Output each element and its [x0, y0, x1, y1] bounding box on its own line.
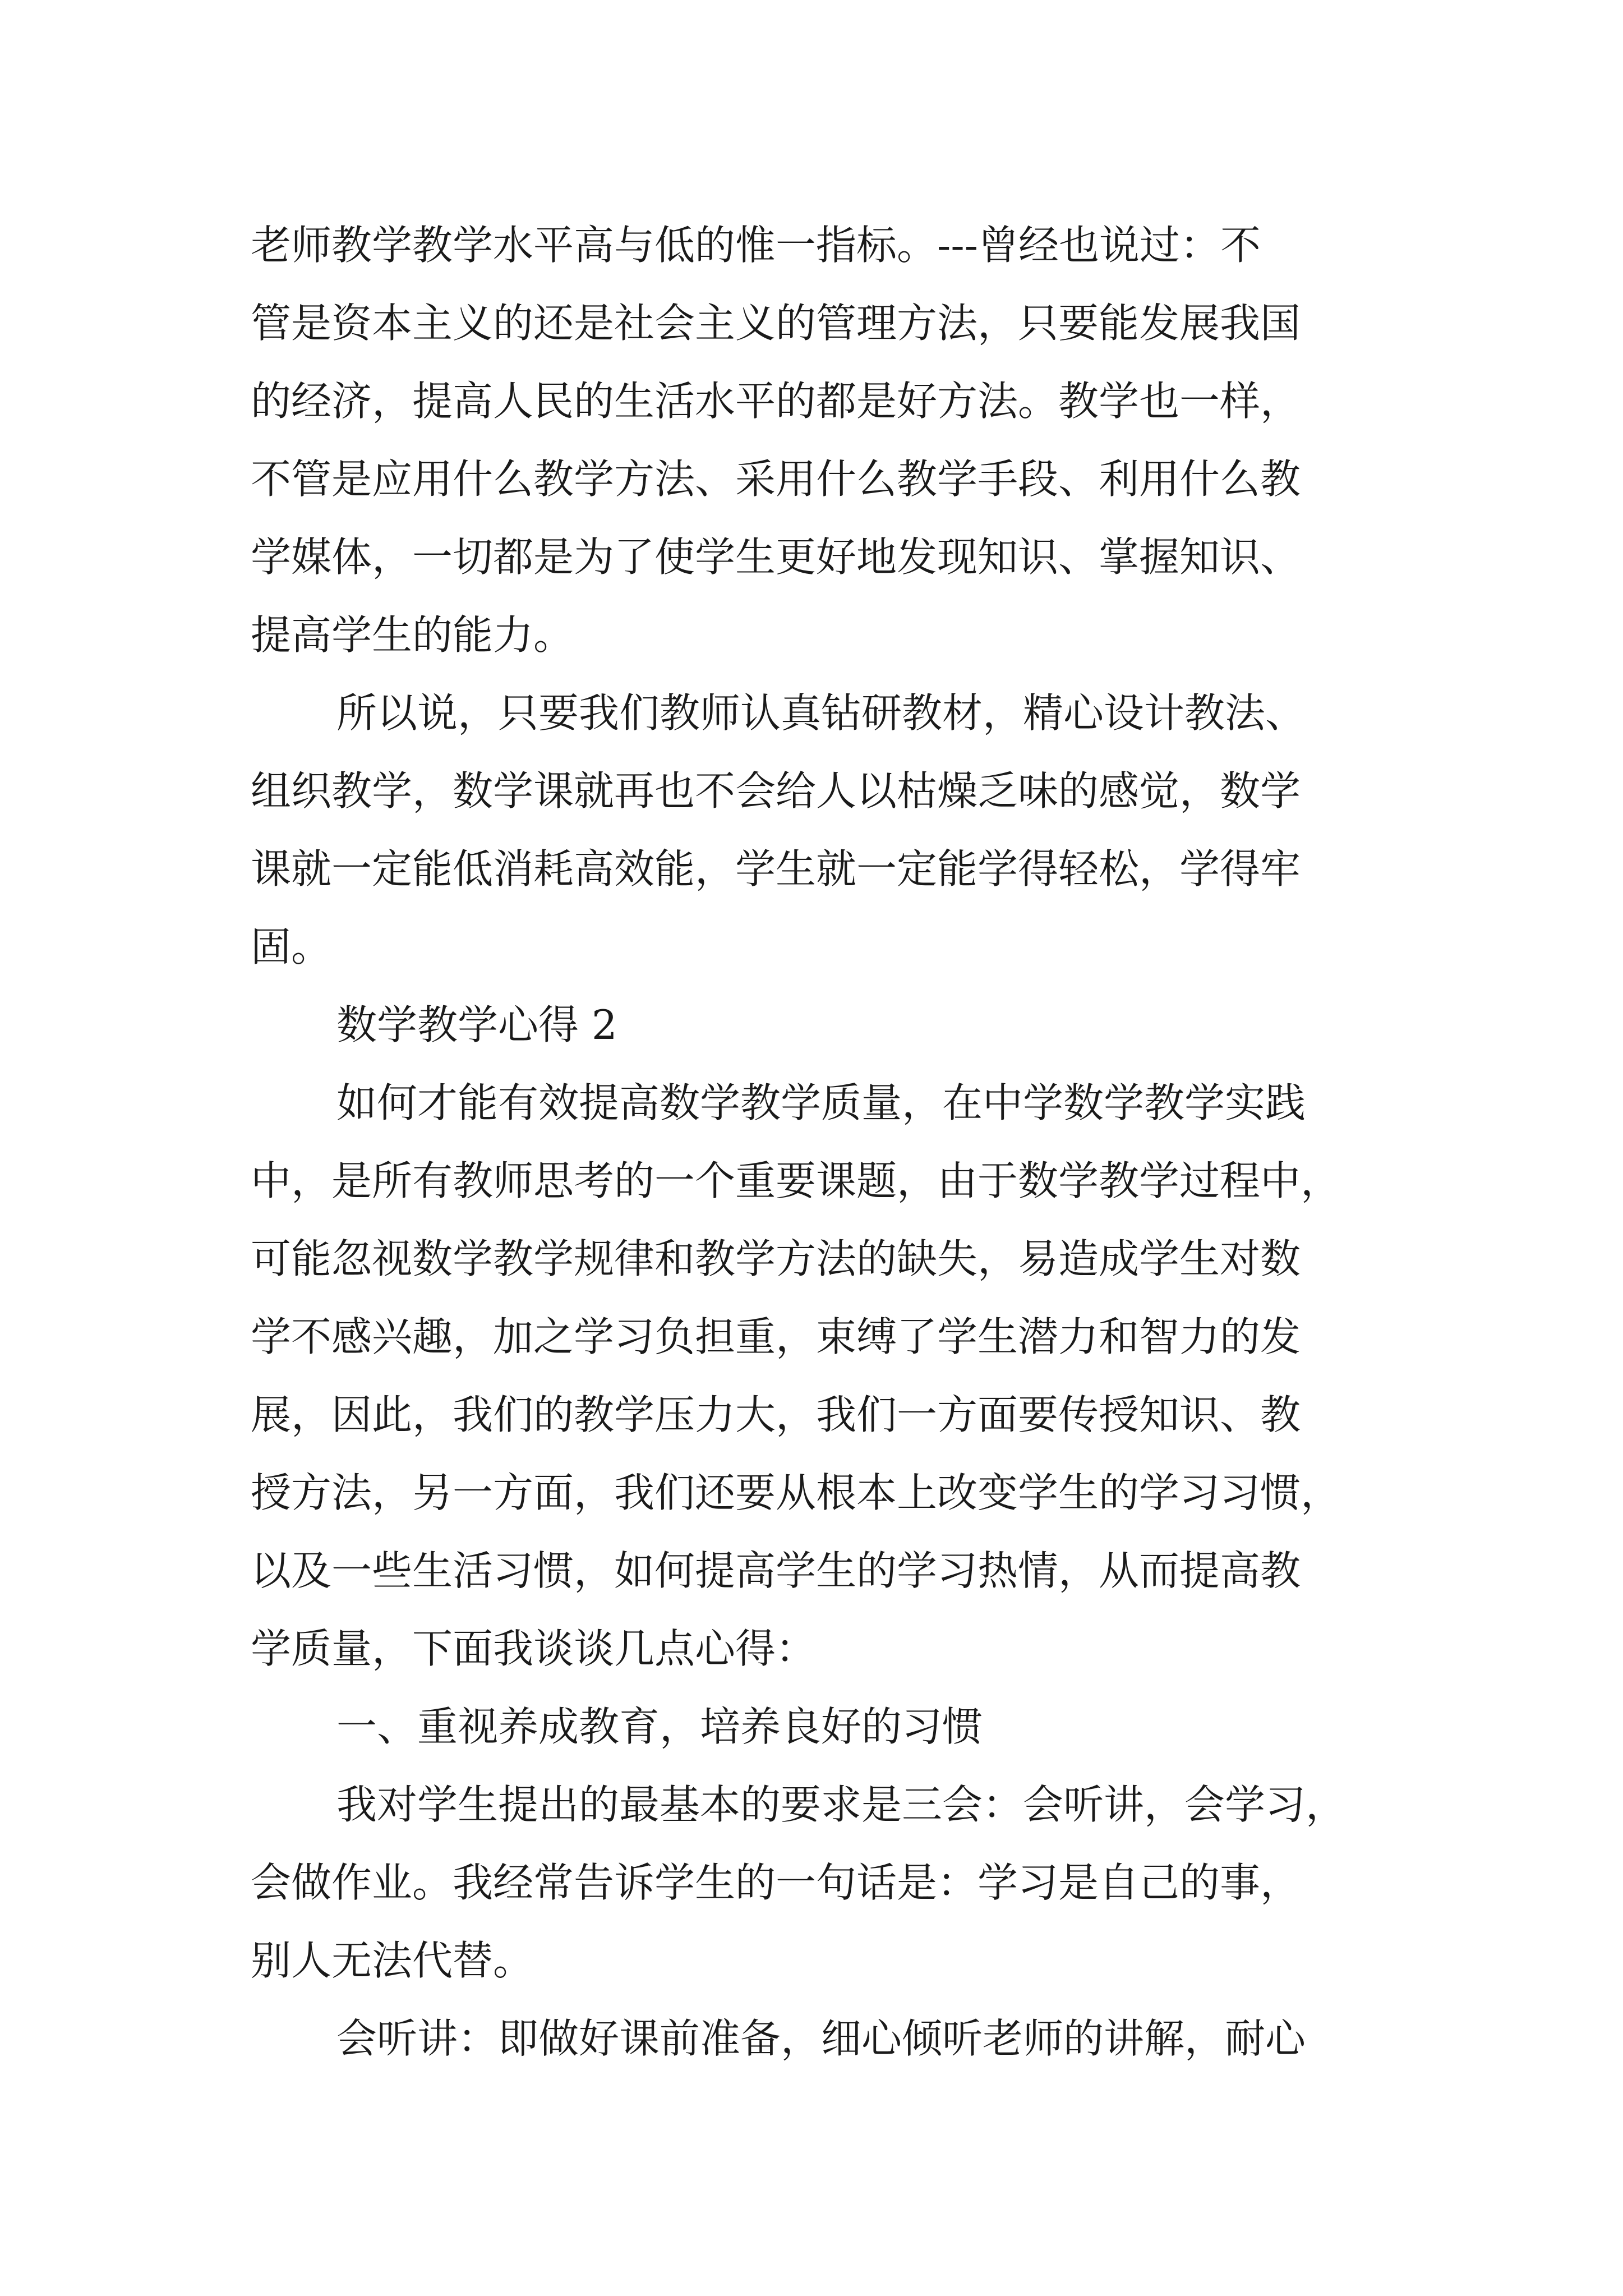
text-line: 不管是应用什么教学方法、采用什么教学手段、利用什么教 [251, 455, 1301, 503]
subheading: 一、重视养成教育，培养良好的习惯 [336, 1703, 983, 1750]
text-line: 的经济，提高人民的生活水平的都是好方法。教学也一样， [251, 378, 1301, 425]
text-line: 可能忽视数学教学规律和教学方法的缺失，易造成学生对数 [251, 1235, 1301, 1282]
text-line: 授方法，另一方面，我们还要从根本上改变学生的学习习惯， [251, 1469, 1341, 1516]
text-line: 中，是所有教师思考的一个重要课题，由于数学教学过程中， [251, 1157, 1341, 1204]
text-line: 展，因此，我们的教学压力大，我们一方面要传授知识、教 [251, 1391, 1301, 1438]
text-line: 课就一定能低消耗高效能，学生就一定能学得轻松，学得牢 [251, 845, 1301, 892]
paragraph-start-line: 我对学生提出的最基本的要求是三会：会听讲，会学习， [336, 1781, 1347, 1828]
paragraph-start-line: 会听讲：即做好课前准备，细心倾听老师的讲解，耐心 [336, 2015, 1306, 2062]
text-line: 学质量，下面我谈谈几点心得： [251, 1625, 817, 1672]
text-line: 提高学生的能力。 [251, 611, 574, 659]
text-line: 管是资本主义的还是社会主义的管理方法，只要能发展我国 [251, 300, 1301, 347]
text-line: 老师教学教学水平高与低的惟一指标。---曾经也说过：不 [251, 222, 1261, 269]
text-line: 固。 [251, 923, 332, 970]
text-line: 组织教学，数学课就再也不会给人以枯燥乏味的感觉，数学 [251, 767, 1301, 815]
text-line: 会做作业。我经常告诉学生的一句话是：学习是自己的事， [251, 1859, 1301, 1906]
section-heading: 数学教学心得 2 [336, 1001, 617, 1048]
paragraph-start-line: 如何才能有效提高数学教学质量，在中学数学教学实践 [336, 1079, 1306, 1126]
text-line: 学不感兴趣，加之学习负担重，束缚了学生潜力和智力的发 [251, 1313, 1301, 1360]
text-line: 学媒体，一切都是为了使学生更好地发现知识、掌握知识、 [251, 533, 1301, 581]
text-line: 以及一些生活习惯，如何提高学生的学习热情，从而提高教 [251, 1547, 1301, 1594]
paragraph-start-line: 所以说，只要我们教师认真钻研教材，精心设计教法、 [336, 689, 1306, 737]
text-line: 别人无法代替。 [251, 1937, 534, 1984]
